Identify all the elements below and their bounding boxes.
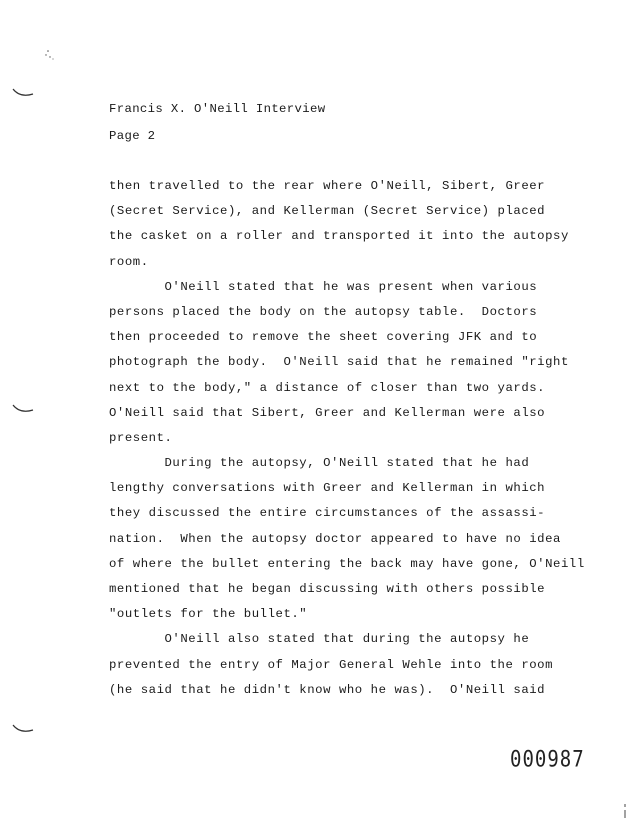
- text-line: During the autopsy, O'Neill stated that he had: [109, 456, 530, 471]
- text-line: "outlets for the bullet.": [109, 607, 308, 622]
- text-line: then travelled to the rear where O'Neill, Sibert, Greer: [109, 179, 546, 193]
- document-title: Francis X. O'Neill Interview: [109, 102, 326, 116]
- text-line: nation. When the autopsy doctor appeared to have no idea: [109, 531, 561, 546]
- text-line: (he said that he didn't know who he was). O'Neill said: [109, 682, 546, 697]
- scan-edge-mark: [623, 804, 627, 818]
- text-line: present.: [109, 430, 173, 445]
- text-line: the casket on a roller and transported it into the autopsy: [109, 229, 569, 244]
- text-line: O'Neill also stated that during the autopsy he: [109, 632, 530, 647]
- document-body: [109, 178, 585, 707]
- document-stamp-number: 000987: [510, 747, 585, 773]
- text-line: O'Neill stated that he was present when various: [109, 279, 538, 294]
- text-line: room.: [109, 254, 149, 269]
- binder-hole-mark: [12, 724, 34, 734]
- text-line: persons placed the body on the autopsy table. Doctors: [109, 304, 538, 319]
- text-line: mentioned that he began discussing with others possible: [109, 582, 546, 596]
- text-line: (Secret Service), and Kellerman (Secret Service) placed: [109, 204, 546, 219]
- binder-hole-mark: [12, 404, 34, 414]
- page-number: Page 2: [109, 129, 156, 143]
- text-line: they discussed the entire circumstances of the assassi-: [109, 506, 546, 521]
- text-line: then proceeded to remove the sheet covering JFK and to: [109, 330, 538, 345]
- text-line: photograph the body. O'Neill said that he remained "right: [109, 355, 569, 370]
- text-line: prevented the entry of Major General Wehle into the room: [109, 657, 554, 672]
- binder-hole-mark: [12, 88, 34, 98]
- scan-speck-mark: [44, 48, 58, 62]
- text-line: of where the bullet entering the back may have gone, O'Neill: [109, 556, 585, 571]
- text-line: O'Neill said that Sibert, Greer and Kellerman were also: [109, 405, 546, 420]
- text-line: lengthy conversations with Greer and Kellerman in which: [109, 481, 546, 496]
- text-line: next to the body," a distance of closer than two yards.: [109, 380, 546, 395]
